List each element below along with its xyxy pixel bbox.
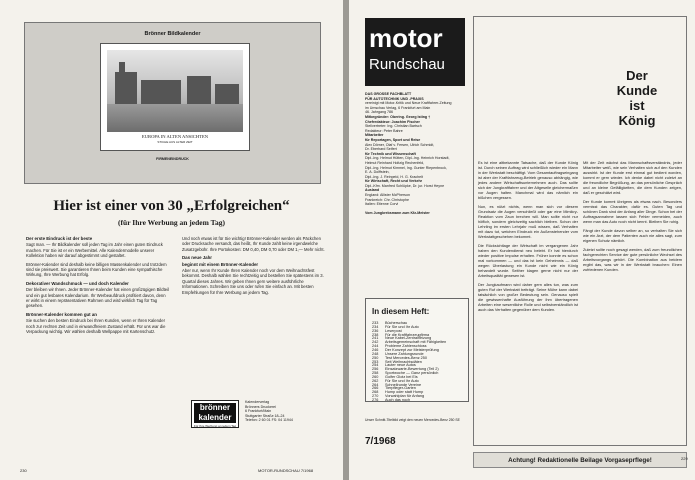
publisher-address bbox=[245, 400, 325, 423]
paragraph-text: Aber nur, wenn Ihr Kunde Ihren Kalender noch vor dem Weihnachtsfest bekommt. Deshalb wählen Sie rechtzeitig und bestellen Sie spätestens im 3. Quartal dieses Jahres. Wir geben Ihnen gern weitere ausführliche Informationen. Schreiben Sie uns oder rufen Sie einfach an. Mit besten Empfehlungen für Ihre Werbung an jedem Tag. bbox=[182, 268, 324, 295]
logo-name: brönner kalender bbox=[194, 403, 236, 423]
impressum-line: für Technik und Wissenschaft bbox=[365, 151, 416, 156]
toc-entry: Der Konzept zur Meisterprüfung bbox=[385, 347, 439, 352]
impressum-line: für Wirtschaft, Recht und Verkehr bbox=[365, 179, 423, 184]
toc-entry: Sportwoche — Ganz persönlich bbox=[385, 371, 439, 376]
impressum-line: Dr. Eberhard Seifert bbox=[365, 147, 397, 152]
address-line: 6 Frankfurt/Main bbox=[245, 409, 272, 414]
impressum-line: Dipl.-Ing. Helmut Kimmel, Ing. Gunter Riepenbrock, bbox=[365, 165, 447, 170]
city-engraving-image bbox=[107, 50, 243, 132]
cover-note: Unser Schnitt-Titelbild zeigt den neuen Mercedes-Benz 250 SE bbox=[365, 418, 460, 422]
article-paragraph: Der Jungkaufmann wird daher gern alles tun, was zum guten Ruf der Werkstatt beiträgt. Seine Mühe kann dabei tatsächlich von großer Bedeutung sein. Genauso spielt die gewissenhafte Ausführung der ihm übertragenen Arbeiten eine wesentliche Rolle und selbstverständlich ist auch das Verhalten gegenüber dem Kunden. bbox=[478, 282, 578, 312]
toc-page: 244 bbox=[372, 344, 379, 349]
impressum-line: DAS GROSSE FACHBLATT bbox=[365, 92, 412, 96]
address-line: Stuttgarter Straße 18–24 bbox=[245, 413, 285, 418]
impressum-lines bbox=[365, 92, 470, 216]
impressum-line: FÜR AUTOTECHNIK UND -PRAXIS bbox=[365, 96, 424, 101]
kalender-ad-box bbox=[24, 22, 321, 184]
toc-page: 242 bbox=[372, 340, 379, 345]
article-paragraph: Der Kunde kommt übrigens als etwas nach. Besonders vermisst das Charakter, dafür es. Guten Tag und schönen Dank sind der Anfang aller Dinge. Schon bei der Auftragsannahme lassen sich Fehler vermeiden, auch wenn man das Auto noch nicht kennt. Bleiben Sie ruhig. bbox=[583, 199, 682, 224]
logo-tagline: Für Ihre Werbung an jedem Tag bbox=[193, 424, 237, 428]
article-paragraph: Zuletzt sollte noch gesagt werden, daß zum freundlichen fachgerechten Service der gute persönliche Wechsel des Arbeitsvorgangs gehört. Die Kombination aus beidem ergibt das, was wir in der Werkstatt brauchen: Einen zufriedenen Kunden. bbox=[583, 247, 682, 272]
article-column-1 bbox=[478, 160, 578, 316]
impressum-line: 46. Jahrgang 786 bbox=[365, 110, 393, 115]
address-line: Kalenderverlag bbox=[245, 400, 270, 404]
impressum-line: Frankreich: Chr. Christophe bbox=[365, 197, 409, 202]
toc-page: 270 bbox=[372, 394, 379, 399]
masthead-rundschau: Rundschau bbox=[369, 56, 445, 73]
toc-entry: Einsatzwarte-Bewertung (Teil 2) bbox=[385, 367, 439, 372]
impressum-line: Mitarbeiter bbox=[365, 133, 384, 138]
toc-page: 256 bbox=[372, 367, 379, 372]
impressum-line: Dipl.-Kfm. Manfred Schlüpke, Dr. jur. Horst Heyne bbox=[365, 183, 445, 188]
article-title-word: ist bbox=[629, 98, 645, 113]
folio-center: MOTOR-RUNDSCHAU 7/1968 bbox=[258, 468, 314, 473]
impressum-line: Vom Jungkrebsmann zum Kfz-Meister bbox=[365, 211, 430, 216]
toc-entry: Vorwahlplan für Anfang bbox=[385, 394, 425, 399]
article-title bbox=[607, 68, 667, 128]
impressum-line: Dipl.-Ing. J. Reinpeld, H. G. Krachelt bbox=[365, 174, 423, 179]
toc-entry: Lauter neue Autos bbox=[385, 363, 416, 368]
calendar-picture bbox=[100, 43, 250, 151]
toc-page: 250 bbox=[372, 355, 379, 360]
toc-entry: Hump oder statt Hump bbox=[385, 390, 424, 395]
issue-number: 7/1968 bbox=[365, 436, 396, 447]
impressum-line: Dipl.-Ing. Helmut Hütten, Dipl.-Ing. Heinrich Horstadt, bbox=[365, 156, 450, 161]
folio-left: 230 bbox=[20, 468, 27, 473]
toc-entry: Seit Weihnachtsdäten bbox=[385, 359, 422, 364]
impressum-line: Chefredakteur: Joachim Fischer bbox=[365, 119, 420, 124]
toc-page: 241 bbox=[372, 336, 379, 341]
toc-entry: Für die Kraftfahrzeugfirma bbox=[385, 332, 430, 337]
toc-title: In diesem Heft: bbox=[372, 307, 430, 316]
left-page bbox=[0, 0, 343, 480]
toc-entry: Schnellrunde Vereine bbox=[385, 382, 422, 387]
article-paragraph: Fängt der Kunde davon selber an, so verhalten Sie sich wie ein Arzt, der dem Patienten auch nie alles sagt, zum eigenen Schutz nämlich. bbox=[583, 228, 682, 243]
paragraph-heading: Der erste Eindruck ist der beste bbox=[26, 236, 93, 241]
toc-entry: Arbeitsgemeinschaft mit Fähigkeiten bbox=[385, 340, 447, 345]
impressum-line: vereinigt mit Motor-Kritik und Neue Kraftfahrer-Zeitung bbox=[365, 101, 452, 106]
picture-caption-title: EUROPA IN ALTEN ANSICHTEN bbox=[141, 134, 209, 139]
article-paragraph: Nun, es nützt nichts, wenn man sich vor diesem Grundsatz die Augen verschließt oder gar eine Mimikry-Reaktion vom Zaun brechen will. Man sollte nicht nur höflich, sondern gleichzeitig sachlich bleiben. Schon der Lehrling im ersten Lehrjahr muß wissen, daß Verhalten mit dazu tut, welchen Eindruck ein Außenstehender vom Werkstattgeschehen bekommt. bbox=[478, 204, 578, 239]
motor-rundschau-masthead bbox=[365, 18, 465, 86]
right-page bbox=[349, 0, 695, 480]
toc-page: 276 bbox=[372, 398, 379, 402]
toc-entry: Auch das noch bbox=[385, 398, 411, 402]
paragraph-text: Und noch etwas ist für Sie wichtig! Brönner-Kalender werden als Päckchen oder Drucksache versandt, das heißt, Ihr Kunde zahlt keine irgendwelche Zusatzgebühr. Ihre Portokosten: DM 0,40, DM 0,70 oder DM 1,— Mehr nicht. bbox=[182, 236, 325, 252]
article-paragraph: Es ist eine altbekannte Tatsache, daß der Kunde König ist. Durch seinen Auftrag wird schließlich wieder ein Mann in der Werkstatt beschäftigt. Vom Gesamtauftragseingang ist aber der Kraftfahrzeug-Betrieb genauso abhängig, wie jedes andere Wirtschaftsunternehmen auch. Das sollte sich der Jungkraftfahrer und der Altgeselle gleichermaßen vor Augen halten. Manchmal wird das nämlich ein bißchen vergessen. bbox=[478, 160, 578, 200]
toc-entry: Unsere Zahlungsrunde bbox=[385, 351, 424, 356]
article-title-word: Kunde bbox=[616, 83, 658, 98]
achtung-banner: Achtung! Redaktionelle Beilage Vorgaseprflege! bbox=[473, 452, 687, 468]
broenner-kalender-logo bbox=[191, 400, 239, 428]
toc-page: 233 bbox=[372, 321, 379, 325]
toc-page: 238 bbox=[372, 332, 379, 337]
toc-entry: Bücherschau bbox=[385, 321, 408, 325]
article-title-word: König bbox=[618, 113, 656, 128]
toc-page: 246 bbox=[372, 347, 379, 352]
toc-page: 260 bbox=[372, 374, 379, 379]
impressum-line: im Umschau Verlag, 6 Frankfurt am Main bbox=[365, 105, 431, 110]
toc-entry: Tierpfleger-Garten bbox=[385, 386, 416, 391]
toc-page: 268 bbox=[372, 390, 379, 395]
address-line: Brönners Druckerei bbox=[245, 404, 276, 409]
toc-page: 266 bbox=[372, 386, 379, 391]
ad-text-column-2 bbox=[182, 236, 326, 298]
picture-caption-subtitle: STICHE AUS ALTER ZEIT bbox=[157, 140, 193, 144]
impressum-line: für Reportagen, Sport und Reise bbox=[365, 137, 421, 142]
paragraph-text: Sie suchen den besten Eindruck bei Ihren Kunden, wenn er Ihren Kalender noch zur rechten Zeit und in einwandfreiem Zustand erhält. Für uns war die Verpackung wichtig. Wir wählen deshalb Wellpappe mit Kartenschutz. bbox=[26, 318, 166, 335]
table-of-contents bbox=[365, 298, 469, 402]
toc-row bbox=[372, 398, 410, 403]
ad-text-column-1 bbox=[26, 236, 170, 338]
toc-entry: Für Sie und Ihr Auto bbox=[385, 378, 419, 383]
toc-page: 262 bbox=[372, 378, 379, 383]
toc-page: 234 bbox=[372, 324, 379, 329]
toc-entry: Für Sie und Ihr Auto bbox=[385, 324, 419, 329]
ad-kalender-title: Brönner Bildkalender bbox=[144, 31, 201, 37]
impressum-line: Alex Dörner, Olaf v. Fersen, Ulrich Schmidt, bbox=[365, 142, 435, 147]
impressum-line: Mitbegründer: Obering. Georg Isting † bbox=[365, 114, 431, 119]
paragraph-heading: Das neue Jahr bbox=[182, 255, 213, 261]
paragraph-text: Der bleiben wir Ihnen. Jeder Brönner-Kalender hat einen großzügigen Bildteil und ein gut lesbares Kalendarium. Ihr Werbeaufdruck profitiert davon, denn er wirkt in einem repräsentativen Rahmen und wird wirklich Tag für Tag gesehen. bbox=[26, 287, 169, 309]
paragraph-text: Sagt man. — Ihr Bildkalender soll jeden Tag im Jahr einen guten Eindruck machen. Für Sie ist er ein Werbemittel. Alle Kalendermodelle unserer Kollektion haben wir darauf abgestimmt und gestaltet. bbox=[26, 242, 163, 259]
address-line: Telefon: 2 60 01 FS: 04 11944 bbox=[245, 418, 293, 423]
article-paragraph: Mit der Zeit wächst das Mannschaftsverständnis, jeder Mitarbeiter weiß, wie sein Verhalten sich auf den Kunden auswirkt. Ist der Kunde erst einmal gut bedient worden, kommt er gern wieder. Ich denke dabei nicht zuletzt an die freundliche Begrüßung, an das persönliche Gespräch und an kleine Gefälligkeiten, die dem Kunden zeigen, daß er geschätzt wird. bbox=[583, 160, 682, 195]
toc-page: 254 bbox=[372, 363, 379, 368]
toc-entry: Neue Kabel-Zentralheizung bbox=[385, 336, 432, 341]
article-title-word: Der bbox=[626, 68, 648, 83]
impressum-line: Italien: Etienne Corvi bbox=[365, 202, 399, 207]
toc-entry: Golfer Glotz bei Eis bbox=[385, 374, 418, 379]
folio-right: 229 bbox=[681, 456, 688, 461]
impressum-line: Redakteur: Peter Bahre bbox=[365, 128, 403, 133]
toc-entry: Leserpost bbox=[385, 328, 402, 333]
toc-page: 248 bbox=[372, 351, 379, 356]
masthead-motor: motor bbox=[369, 23, 443, 53]
article-column-2 bbox=[583, 160, 682, 276]
paragraph-heading: Brönner-Kalender kommen gut an bbox=[26, 311, 97, 317]
firmeneindruck-label: FIRMENEINDRUCK bbox=[156, 157, 189, 161]
paragraph-text: Brönner-Kalender sind deshalb keine billigen Massenkalender und trotzdem sind sie preiswert. Sie garantieren Ihnen beim Kunden eine sympathische Wirkung, Ihre Werbung hat Erfolg. bbox=[26, 261, 167, 278]
toc-page: 253 bbox=[372, 359, 379, 364]
toc-page: 264 bbox=[372, 382, 379, 387]
article-paragraph: Die Rücksichtlage der Wirtschaft im vergangenen Jahr haben den Kundendienst neu belebt. Er hat hierdurch wieder positive Impulse erhalten. Früher konnte es schon mal vorkommen — und das ist kein Geheimnis — daß wegen Überlastung ein Kunde nicht wie ein König behandelt wurde. Seither klagen gerne nicht nur der Arbeitsqualität gewesen ist. bbox=[478, 243, 578, 278]
paragraph-heading: Dekorativer Wandschmuck — und doch Kalender bbox=[26, 280, 129, 286]
impressum-line: E. A. Dolffstein, bbox=[365, 170, 390, 175]
toc-page: 258 bbox=[372, 371, 379, 376]
impressum-line: England: Allister McPherson bbox=[365, 193, 410, 198]
toc-entry: Probleme Zahlenschloss bbox=[385, 344, 427, 349]
ad-subheadline: (für Ihre Werbung an jedem Tag) bbox=[118, 218, 225, 227]
impressum-line: Helmut Reinhard Holtzig Rechenfeld, bbox=[365, 160, 425, 165]
paragraph-heading: beginnt mit einem Brönner-Kalender bbox=[182, 261, 259, 267]
toc-entry: Test Mercedes-Benz 250 bbox=[385, 355, 427, 360]
impressum-line: Ausland bbox=[365, 188, 380, 193]
ad-headline: Hier ist einer von 30 „Erfolgreichen“ bbox=[53, 198, 290, 214]
impressum-line: Stellvertreter: Ing. Christian Bartsch bbox=[365, 124, 422, 129]
toc-page: 236 bbox=[372, 328, 379, 333]
